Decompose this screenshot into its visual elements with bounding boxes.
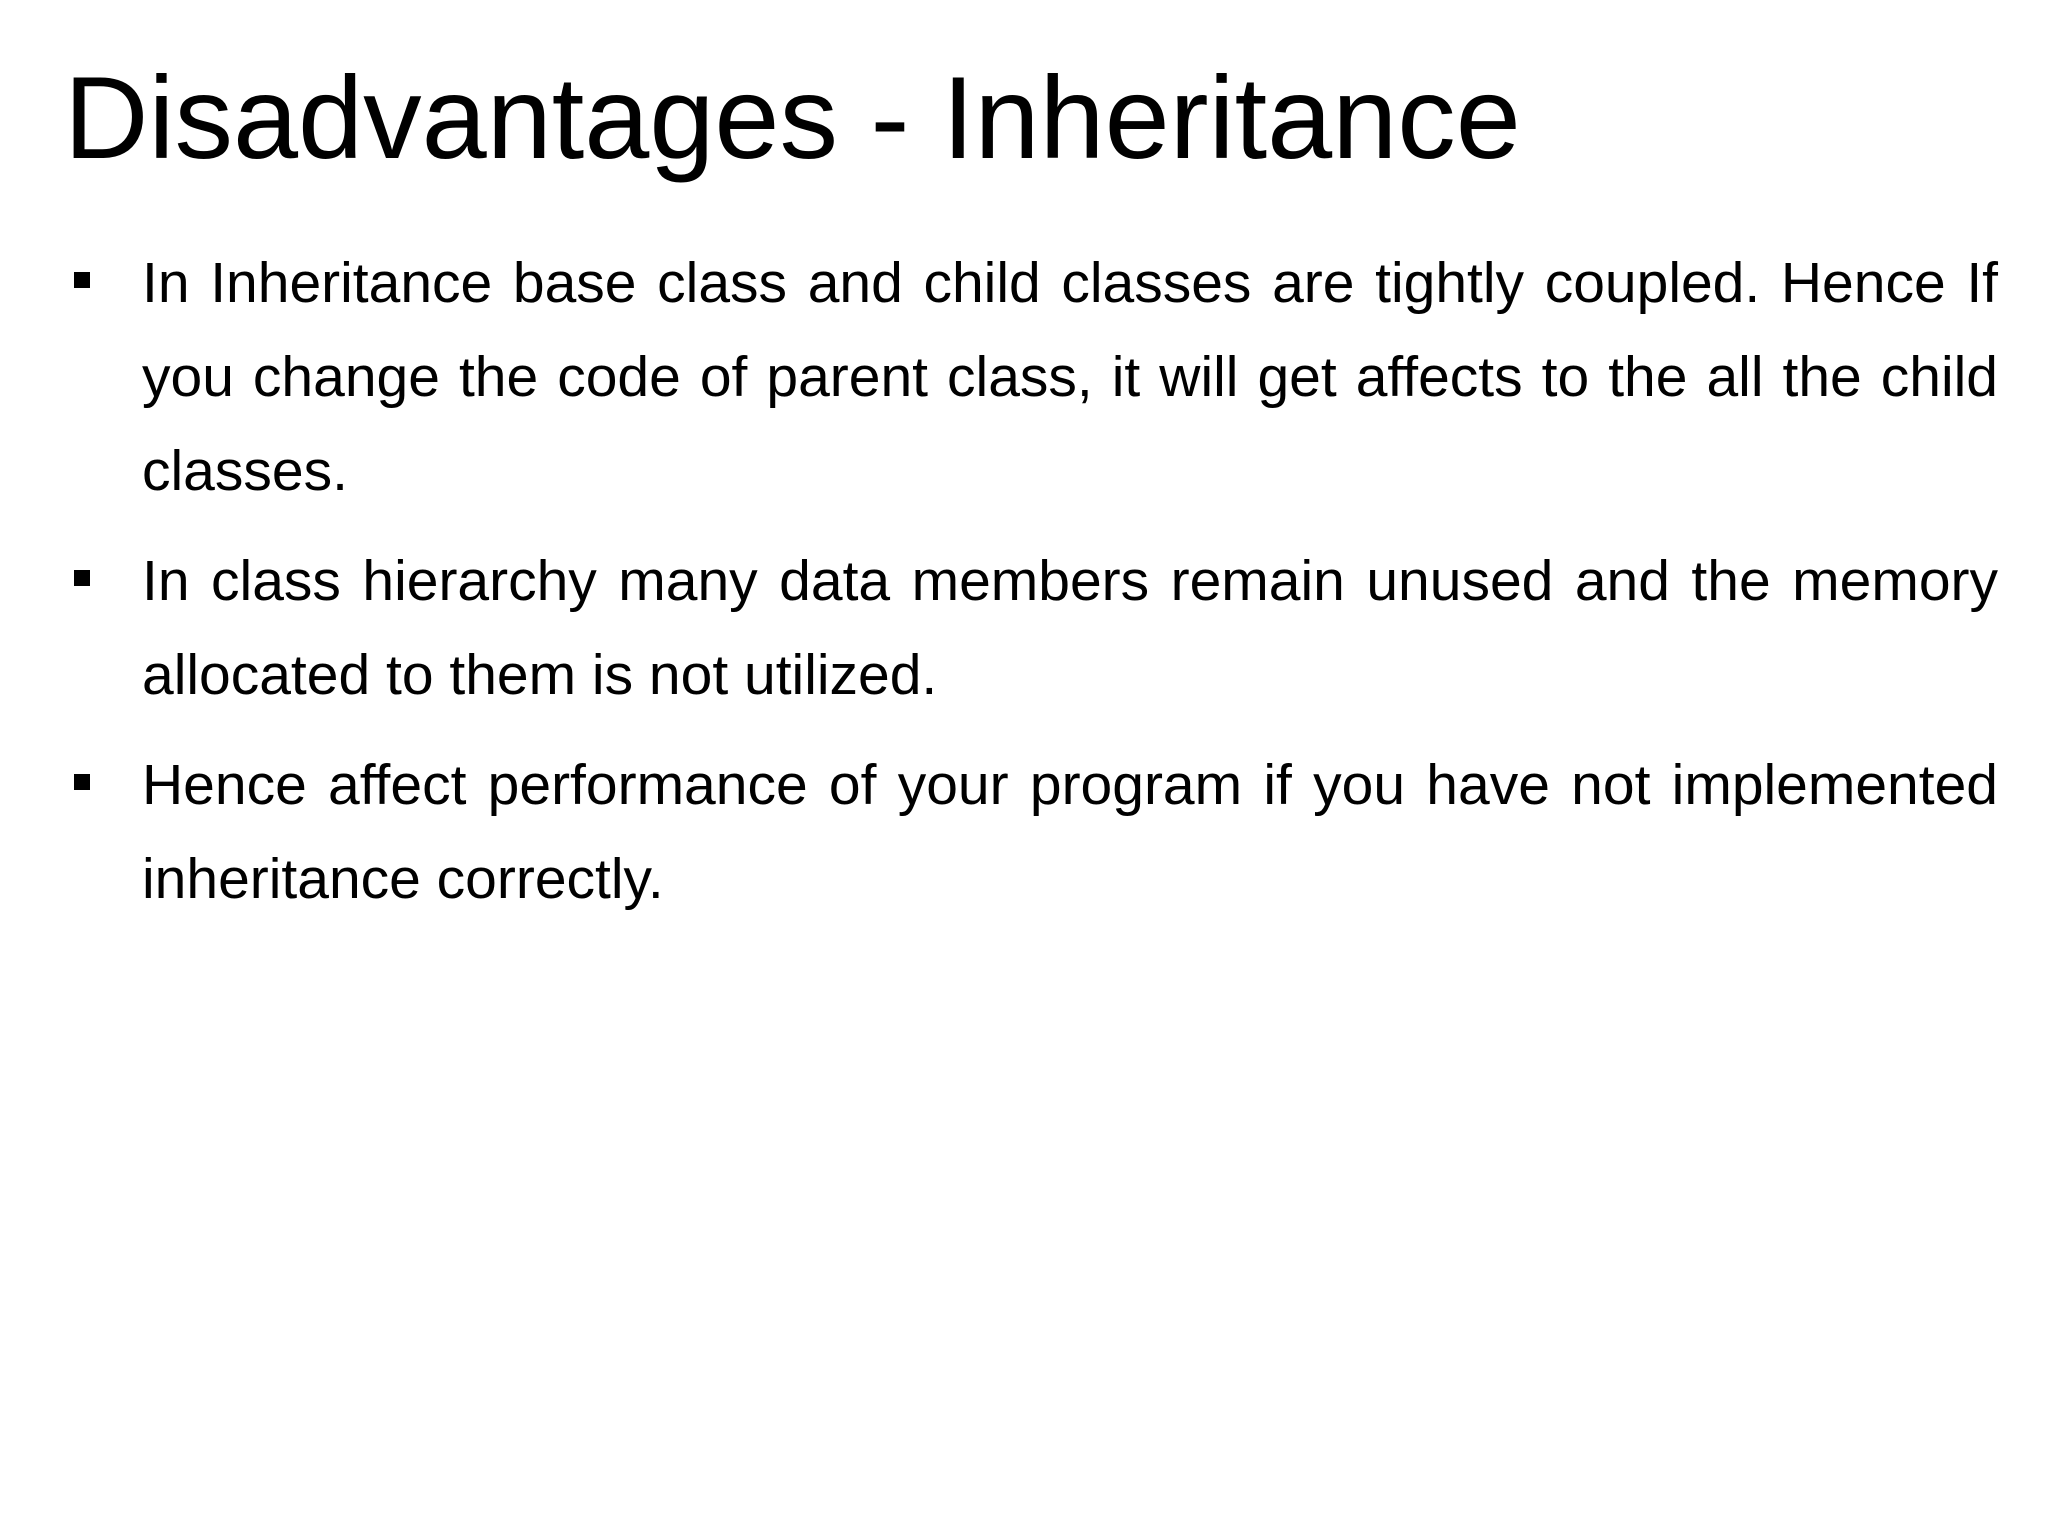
square-bullet-icon xyxy=(74,272,90,288)
bullet-item xyxy=(0,534,1998,722)
bullet-text: In class hierarchy many data members remain unused and the memory allocated to them is not utilized. xyxy=(142,549,1998,707)
bullet-item xyxy=(0,738,1998,926)
bullet-item xyxy=(0,236,1998,518)
square-bullet-icon xyxy=(74,570,90,586)
slide-title: Disadvantages - Inheritance xyxy=(64,52,1521,183)
square-bullet-icon xyxy=(74,774,90,790)
bullet-list xyxy=(0,236,2048,942)
bullet-text: Hence affect performance of your program if you have not implemented inheritance correctly. xyxy=(142,753,1998,911)
bullet-text: In Inheritance base class and child classes are tightly coupled. Hence If you change the code of parent class, it will get affects to the all the child classes. xyxy=(142,251,1998,503)
